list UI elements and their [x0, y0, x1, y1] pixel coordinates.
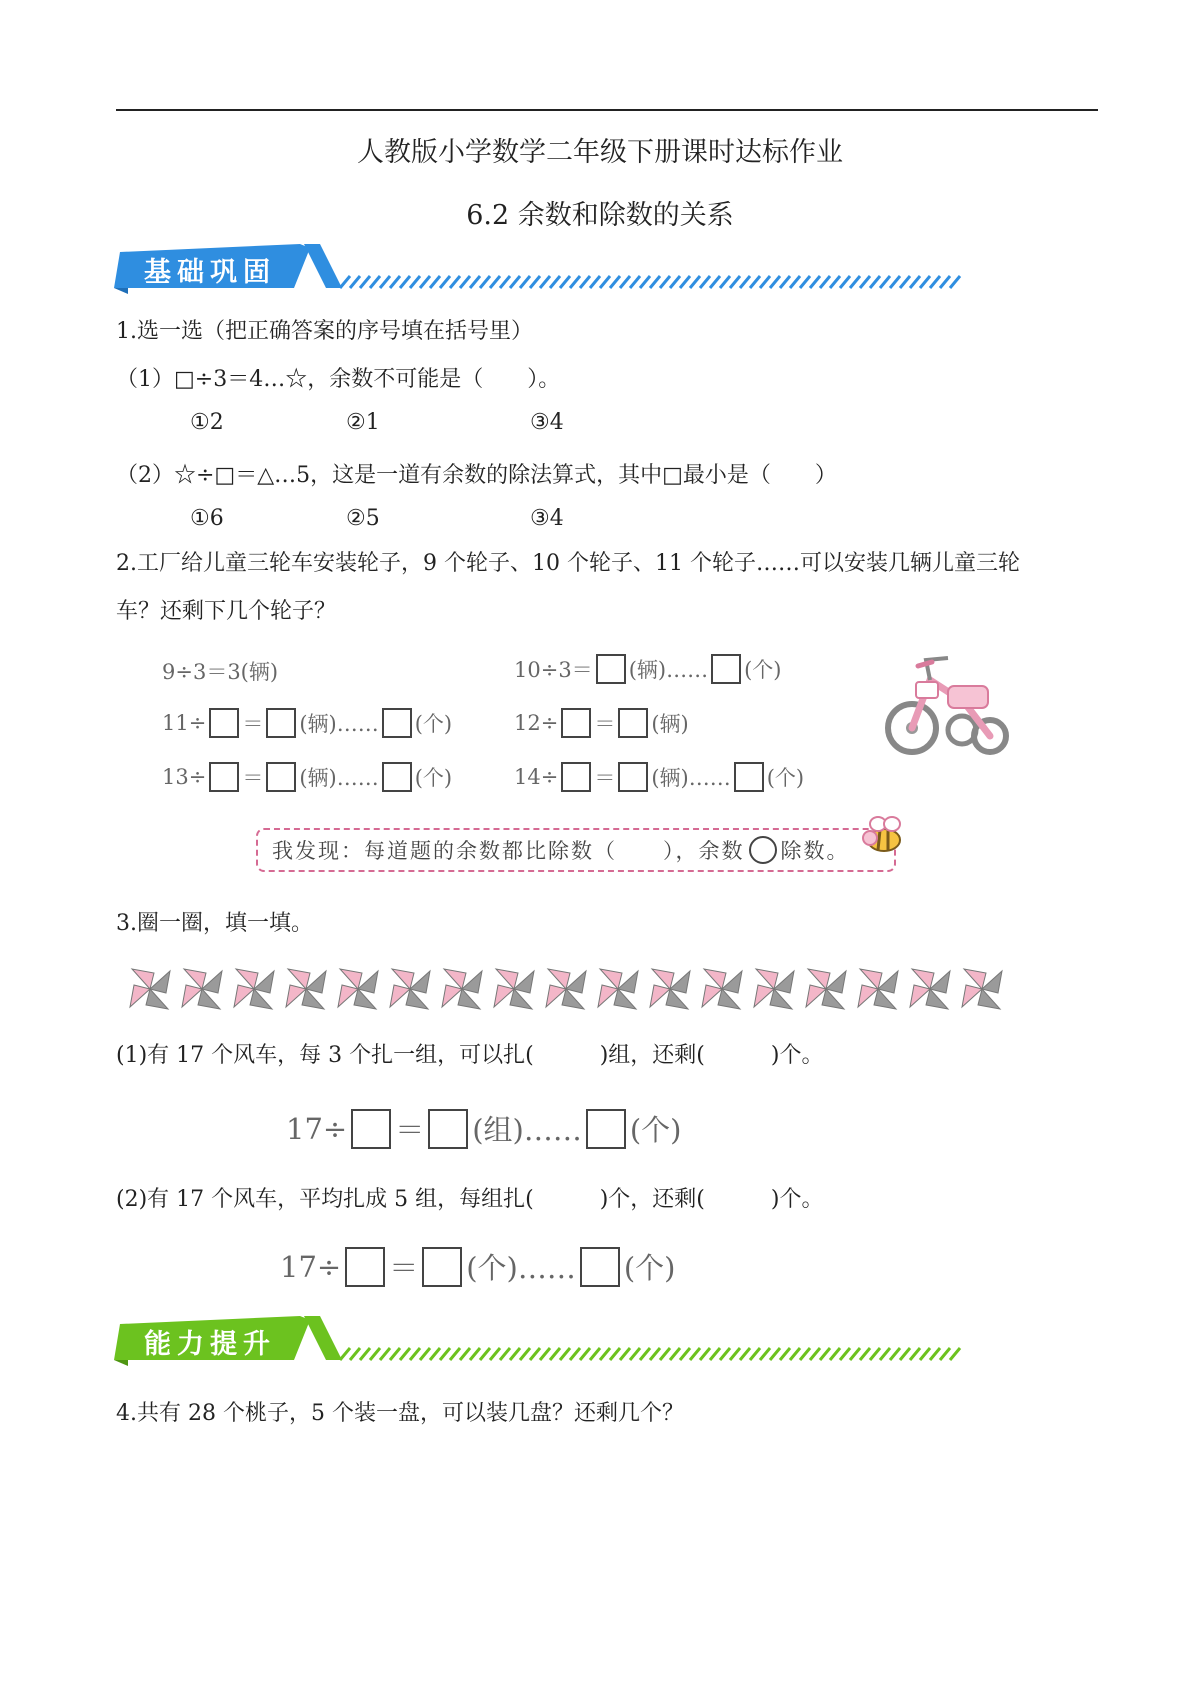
q3-part1: (1)有 17 个风车，每 3 个扎一组，可以扎( )组，还剩( )个。 — [116, 1043, 824, 1068]
answer-box[interactable] — [382, 708, 412, 738]
pinwheel-icon[interactable] — [644, 963, 696, 1015]
q2-eq4-text-c: (辆) — [651, 712, 689, 736]
section-label-advanced: 能力提升 — [144, 1329, 276, 1360]
answer-box[interactable] — [428, 1109, 468, 1149]
pinwheel-icon[interactable] — [540, 963, 592, 1015]
q1-part2-option-2: ②5 — [346, 506, 380, 531]
q1-part1-option-3: ③4 — [530, 410, 564, 435]
answer-box[interactable] — [345, 1247, 385, 1287]
q3-eq1-text-c: (组)…… — [472, 1113, 582, 1147]
pinwheel-icon[interactable] — [384, 963, 436, 1015]
answer-box[interactable] — [351, 1109, 391, 1149]
q1-part2-option-1: ①6 — [190, 506, 224, 531]
pinwheel-icon[interactable] — [748, 963, 800, 1015]
q2-eq5-text-b: ＝ — [242, 766, 264, 790]
top-rule — [116, 109, 1098, 111]
q1-part2: （2）☆÷□＝△…5，这是一道有余数的除法算式，其中□最小是（ ） — [116, 463, 837, 488]
answer-box[interactable] — [266, 708, 296, 738]
answer-box[interactable] — [209, 708, 239, 738]
q2-eq3-text-c: (辆)…… — [299, 712, 379, 736]
q2-eq5 — [162, 762, 452, 792]
answer-box[interactable] — [266, 762, 296, 792]
discovery-text-b: 除数。 — [780, 839, 850, 863]
q2-eq1-text: 9÷3＝3(辆) — [162, 660, 279, 684]
q3-eq2-text-a: 17÷ — [280, 1249, 342, 1284]
q1-part1: （1）□÷3＝4…☆，余数不可能是（ ）。 — [116, 367, 561, 392]
q2-eq3-text-b: ＝ — [242, 712, 264, 736]
compare-circle[interactable] — [749, 836, 777, 864]
q2-eq4-text-b: ＝ — [594, 712, 616, 736]
q2-eq6 — [514, 762, 804, 792]
q3-eq2 — [280, 1246, 676, 1287]
pinwheel-icon[interactable] — [904, 963, 956, 1015]
q2-eq4-text-a: 12÷ — [514, 711, 559, 735]
q3-eq1 — [286, 1108, 682, 1149]
answer-box[interactable] — [422, 1247, 462, 1287]
answer-box[interactable] — [580, 1247, 620, 1287]
q2-eq5-text-a: 13÷ — [162, 765, 207, 789]
pinwheel-icon[interactable] — [176, 963, 228, 1015]
q2-eq3-text-d: (个) — [414, 712, 453, 736]
pinwheel-icon[interactable] — [592, 963, 644, 1015]
pinwheel-icon[interactable] — [956, 963, 1008, 1015]
q2-eq6-text-c: (辆)…… — [651, 766, 731, 790]
q2-eq3-text-a: 11÷ — [162, 711, 207, 735]
q3-stem: 3.圈一圈，填一填。 — [116, 911, 313, 936]
q3-eq2-text-c: (个)…… — [466, 1251, 576, 1285]
q3-part2: (2)有 17 个风车，平均扎成 5 组，每组扎( )个，还剩( )个。 — [116, 1187, 824, 1212]
pinwheel-icon[interactable] — [852, 963, 904, 1015]
answer-box[interactable] — [586, 1109, 626, 1149]
q1-stem: 1.选一选（把正确答案的序号填在括号里） — [116, 319, 533, 344]
lesson-title: 6.2 余数和除数的关系 — [466, 200, 734, 231]
q2-eq5-text-d: (个) — [414, 766, 453, 790]
section-label-basic: 基础巩固 — [144, 257, 276, 288]
discovery-box — [256, 828, 896, 872]
q2-eq2-text-b: (辆)…… — [628, 658, 709, 682]
pinwheel-icon[interactable] — [488, 963, 540, 1015]
q3-eq2-text-b: ＝ — [389, 1251, 419, 1285]
page-title: 人教版小学数学二年级下册课时达标作业 — [357, 137, 843, 168]
q1-part2-option-3: ③4 — [530, 506, 564, 531]
q2-eq5-text-c: (辆)…… — [299, 766, 379, 790]
answer-box[interactable] — [209, 762, 239, 792]
q2-eq1 — [162, 656, 278, 686]
discovery-text-a: 我发现：每道题的余数都比除数（ ），余数 — [272, 839, 745, 863]
pinwheel-row — [124, 963, 1008, 1015]
q2-eq2-text-a: 10÷3＝ — [514, 658, 593, 682]
q2-line1: 2.工厂给儿童三轮车安装轮子，9 个轮子、10 个轮子、11 个轮子……可以安装几辆儿童三轮 — [116, 551, 1020, 576]
q3-eq1-text-a: 17÷ — [286, 1111, 348, 1146]
q2-eq4 — [514, 708, 689, 738]
q2-eq6-text-a: 14÷ — [514, 765, 559, 789]
q2-eq3 — [162, 708, 452, 738]
q4-stem: 4.共有 28 个桃子，5 个装一盘，可以装几盘？还剩几个？ — [116, 1401, 684, 1426]
answer-box[interactable] — [618, 708, 648, 738]
answer-box[interactable] — [382, 762, 412, 792]
answer-box[interactable] — [561, 762, 591, 792]
section-banner-basic — [114, 244, 964, 294]
answer-box[interactable] — [734, 762, 764, 792]
q1-part1-option-1: ①2 — [190, 410, 224, 435]
q1-part1-option-2: ②1 — [346, 410, 380, 435]
q3-eq1-text-b: ＝ — [395, 1113, 425, 1147]
pinwheel-icon[interactable] — [696, 963, 748, 1015]
answer-box[interactable] — [711, 654, 741, 684]
pinwheel-icon[interactable] — [228, 963, 280, 1015]
q2-line2: 车？还剩下几个轮子？ — [116, 599, 337, 624]
answer-box[interactable] — [596, 654, 626, 684]
q2-eq6-text-d: (个) — [766, 766, 805, 790]
tricycle-icon — [878, 650, 1014, 760]
q3-eq1-text-d: (个) — [629, 1113, 682, 1147]
pinwheel-icon[interactable] — [436, 963, 488, 1015]
bee-icon — [856, 808, 910, 858]
pinwheel-icon[interactable] — [332, 963, 384, 1015]
pinwheel-icon[interactable] — [800, 963, 852, 1015]
pinwheel-icon[interactable] — [280, 963, 332, 1015]
q2-eq2-text-c: (个) — [744, 658, 782, 682]
answer-box[interactable] — [561, 708, 591, 738]
q2-eq2 — [514, 654, 781, 684]
pinwheel-icon[interactable] — [124, 963, 176, 1015]
q3-eq2-text-d: (个) — [623, 1251, 676, 1285]
section-banner-advanced — [114, 1316, 964, 1366]
q2-eq6-text-b: ＝ — [594, 766, 616, 790]
answer-box[interactable] — [618, 762, 648, 792]
